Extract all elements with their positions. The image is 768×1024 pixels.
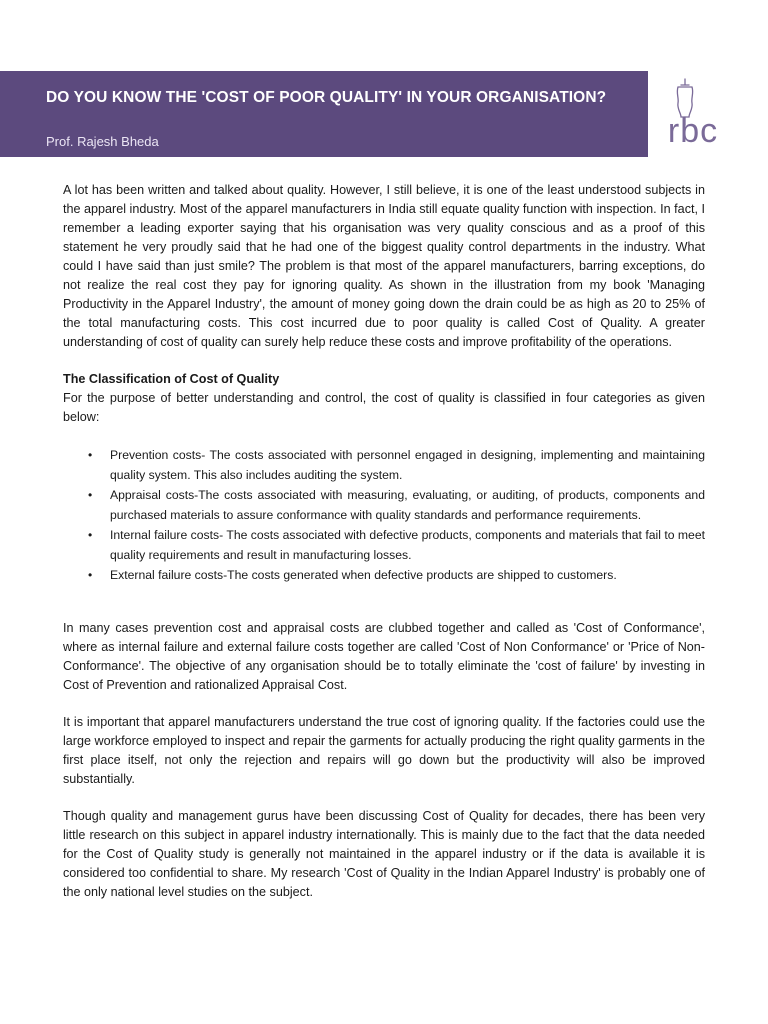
bullet-icon: •: [88, 448, 93, 462]
list-item: • External failure costs-The costs generated when defective products are shipped to customers.: [63, 565, 705, 585]
cost-categories-list: [63, 445, 705, 585]
title-banner: [0, 71, 648, 157]
rbc-logo: [652, 71, 768, 157]
conformance-paragraph: In many cases prevention cost and appraisal costs are clubbed together and called as 'Cost of Conformance', where as internal failure and external failure costs together are called 'Cost of Non Conformance' or 'Price of Non- Conformance'. The objective of any organisation should be to totally eliminate the 'cost of failure' by investing in Cost of Prevention and rationalized Appraisal Cost.: [63, 621, 705, 692]
article-title: DO YOU KNOW THE 'COST OF POOR QUALITY' IN YOUR ORGANISATION?: [46, 89, 607, 106]
bullet-icon: •: [88, 488, 93, 502]
article-body: [63, 181, 705, 902]
author-name: Prof. Rajesh Bheda: [46, 134, 159, 149]
bullet-icon: •: [88, 528, 93, 542]
classification-intro: For the purpose of better understanding and control, the cost of quality is classified in four categories as given below:: [63, 391, 705, 424]
intro-paragraph: A lot has been written and talked about quality. However, I still believe, it is one of the least understood subjects in the apparel industry. Most of the apparel manufacturers in India still equate quality function with inspection. In fact, I remember a leading exporter saying that his organisation was very quality conscious and as a proof of this statement he very proudly said that he had one of the biggest quality control departments in the industry. What could I have said than just smile? The problem is that most of the apparel manufacturers, barring exceptions, do not realize the real cost they pay for ignoring quality. As shown in the illustration from my book 'Managing Productivity in the Apparel Industry', the amount of money going down the drain could be as high as 20 to 25% of the total manufacturing costs. This cost incurred due to poor quality is called Cost of Quality. A greater understanding of cost of quality can surely help reduce these costs and improve profitability of the operations.: [63, 183, 705, 349]
true-cost-paragraph: It is important that apparel manufacturers understand the true cost of ignoring quality. If the factories could use the large workforce employed to inspect and repair the garments for actually producing the right quality garments in the first place itself, not only the rejection and repairs will go down but the productivity will also be improved substantially.: [63, 715, 705, 786]
list-item: • Appraisal costs-The costs associated with measuring, evaluating, or auditing, of products, components and purchased materials to assure conformance with quality standards and performance requirements.: [63, 485, 705, 525]
list-item: • Prevention costs- The costs associated with personnel engaged in designing, implementing and maintaining quality system. This also includes auditing the system.: [63, 445, 705, 485]
bullet-icon: •: [88, 568, 93, 582]
logo-wordmark: rbc: [667, 112, 719, 150]
section-heading: The Classification of Cost of Quality: [63, 372, 280, 386]
research-paragraph: Though quality and management gurus have been discussing Cost of Quality for decades, there has been very little research on this subject in apparel industry internationally. This is mainly due to the fact that the data needed for the Cost of Quality study is generally not maintained in the apparel industry or if the data is available it is considered too confidential to share. My research 'Cost of Quality in the Indian Apparel Industry' is probably one of the only national level studies on the subject.: [63, 809, 705, 899]
list-item: • Internal failure costs- The costs associated with defective products, components and materials that fail to meet quality requirements and result in manufacturing losses.: [63, 525, 705, 565]
